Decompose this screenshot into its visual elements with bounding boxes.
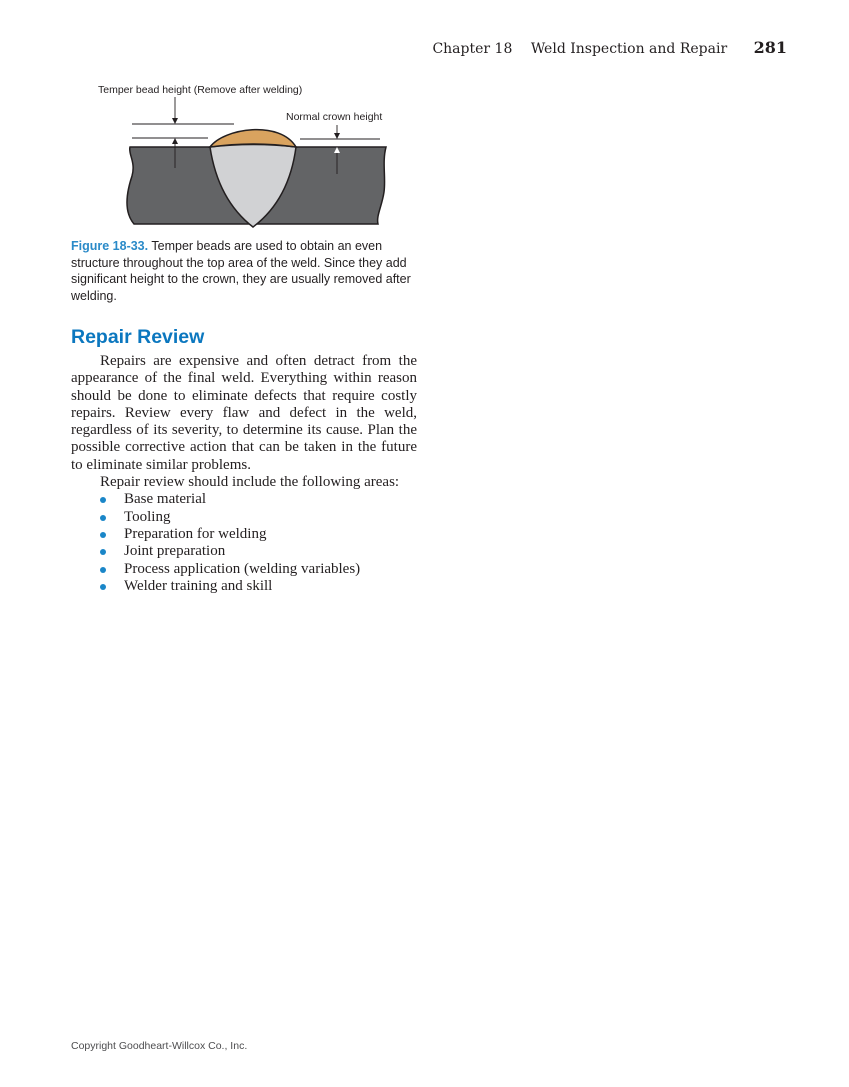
temper-bead bbox=[210, 130, 296, 147]
crown-height-label: Normal crown height bbox=[286, 111, 383, 123]
list-item-text: Joint preparation bbox=[124, 543, 226, 560]
list-item bbox=[71, 491, 417, 508]
section-body bbox=[71, 353, 417, 595]
bullet-icon bbox=[100, 515, 106, 521]
list-item bbox=[71, 509, 417, 526]
review-areas-list bbox=[71, 491, 417, 595]
temper-bead-label: Temper bead height (Remove after welding) bbox=[98, 84, 303, 96]
list-item-text: Process application (welding variables) bbox=[124, 560, 361, 577]
chapter-label: Chapter 18 bbox=[432, 41, 513, 57]
list-item bbox=[71, 561, 417, 578]
running-head bbox=[432, 38, 787, 57]
temper-arrowhead-down bbox=[172, 118, 178, 124]
figure-number: Figure 18-33. bbox=[71, 239, 149, 253]
list-item-text: Preparation for welding bbox=[124, 525, 267, 542]
bullet-icon bbox=[100, 532, 106, 538]
bullet-icon bbox=[100, 584, 106, 590]
crown-arrowhead-down bbox=[334, 133, 340, 139]
bullet-icon bbox=[100, 549, 106, 555]
caption-text: Temper beads are used to obtain an even structure throughout the top area of the weld. Since they add significant height to the crown, they are usually removed after welding. bbox=[71, 239, 411, 303]
page-number: 281 bbox=[753, 38, 787, 57]
paragraph-repairs: Repairs are expensive and often detract from the appearance of the final weld. Everything within reason should be done to eliminate defects that require costly repairs. Review every flaw and defect in the weld, regardless of its severity, to determine its cause. Plan the possible corrective action that can be taken in the future to eliminate similar problems. bbox=[71, 353, 417, 473]
bullet-icon bbox=[100, 497, 106, 503]
list-item-text: Base material bbox=[124, 491, 207, 508]
temper-arrowhead-up bbox=[172, 138, 178, 144]
copyright-footer: Copyright Goodheart-Willcox Co., Inc. bbox=[71, 1040, 248, 1052]
chapter-title: Weld Inspection and Repair bbox=[530, 41, 728, 57]
list-item bbox=[71, 578, 417, 595]
list-item bbox=[71, 526, 417, 543]
figure-caption bbox=[71, 238, 416, 304]
list-item bbox=[71, 543, 417, 560]
weld-figure bbox=[92, 82, 402, 232]
paragraph-review-intro: Repair review should include the following areas: bbox=[100, 474, 400, 491]
list-item-text: Tooling bbox=[124, 508, 171, 525]
list-item-text: Welder training and skill bbox=[124, 577, 273, 594]
weld-diagram bbox=[92, 82, 402, 232]
bullet-icon bbox=[100, 567, 106, 573]
section-heading: Repair Review bbox=[71, 326, 205, 348]
